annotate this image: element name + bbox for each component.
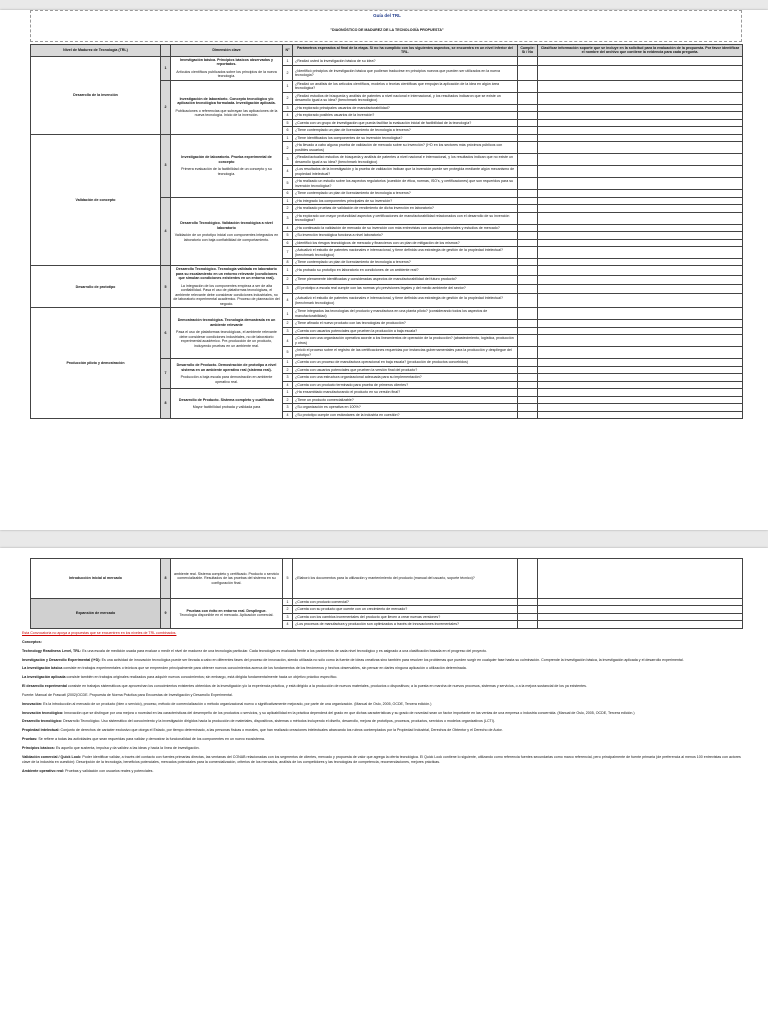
met-cell: [518, 154, 538, 166]
item-question: ¿Los procesos de manufactura y producción son optimizados a través de innovaciones incrementales?: [293, 621, 518, 628]
item-number: 3: [283, 404, 293, 411]
concept-paragraph: [22, 649, 746, 654]
item-question: ¿Cuenta con usuarios potenciales que prueben la versión final del producto?: [293, 366, 518, 373]
dimension-cell: [171, 599, 283, 629]
item-number: 1: [283, 56, 293, 65]
item-number: 5: [283, 232, 293, 239]
concept-term: El desarrollo experimental: [22, 684, 67, 689]
notice-text: Esta Convocatoria no apoya a propuestas que se encuentren en los niveles de TRL combinados.: [22, 631, 177, 635]
item-question: ¿Tiene identificados los componentes de su invención tecnológica?: [293, 134, 518, 141]
item-number: 1: [283, 266, 293, 275]
evidence-cell: [538, 258, 743, 265]
trl-number: 2: [161, 80, 171, 134]
trl-number: 8: [161, 559, 171, 599]
concept-text: consiste en trabajos experimentales o teóricos que se emprenden principalmente para obtener nuevos conocimientos acerca de los fundamentos de los fenómenos y hechos observables, sin pensar en darles ninguna aplicación o utilización determinada.: [63, 666, 467, 671]
dimension-text: La integración de los componentes empieza a ser de alta confiabilidad. Pasa el uso de plataformas tecnológicas, el ambiente relevante debe considerar condiciones industriales, no de laboratorio experimental académico. Proceso de planeación del negocio.: [173, 283, 280, 306]
met-cell: [518, 347, 538, 359]
concept-paragraph: [22, 666, 746, 671]
evidence-cell: [538, 190, 743, 197]
dimension-cell: [171, 134, 283, 197]
concept-paragraph: [22, 684, 746, 689]
evidence-cell: [538, 374, 743, 381]
met-cell: [518, 389, 538, 396]
item-number: 6: [283, 239, 293, 246]
concept-text: Desarrollo Tecnológico. Uso sistemático del conocimiento y la investigación dirigidos hacia la producción de materiales, dispositivos, sistemas o métodos incluyendo el diseño, desarrollo, mejora de prototipos, procesos, productos, servicios o modelos organizativos (LCTI).: [63, 719, 495, 724]
evidence-cell: [538, 381, 743, 388]
item-number: 6: [283, 190, 293, 197]
col-met: Cumple: Sí / No: [518, 45, 538, 57]
concept-text: Es una escala de medición usada para evaluar o medir el nivel de madurez de una tecnología particular. Cada tecnología es evaluada frente a los parámetros de cada nivel tecnológico y es asignado a una clasificación basada en el progreso del proyecto.: [82, 648, 487, 653]
dimension-text: Primera evaluación de la factibilidad de un concepto y su tecnología.: [181, 167, 272, 176]
item-question: ¿Tiene integrados las tecnologías del producto y manufactura en una planta piloto? (considerando todos los aspectos de manufacturabilidad): [293, 308, 518, 320]
item-question: ¿Cuenta con una organización operativa acorde a los lineamientos de operación de la producción? (abastecimiento, logística, producción y otros): [293, 335, 518, 347]
evidence-cell: [538, 92, 743, 104]
stage-cell: Desarrollo de prototipo: [31, 266, 161, 308]
trl-number: 7: [161, 359, 171, 389]
dimension-title: Desarrollo Tecnológico. Validación tecnológica a nivel laboratorio: [180, 221, 273, 230]
dimension-cell: [171, 308, 283, 359]
evidence-cell: [538, 56, 743, 65]
concept-text: Se refiere a todas las actividades que sean requeridas para validar y demostrar la funcionalidad de los componentes en un nuevo ecosistema.: [38, 737, 265, 742]
met-cell: [518, 320, 538, 327]
evidence-cell: [538, 127, 743, 134]
evidence-cell: [538, 134, 743, 141]
item-number: 4: [283, 335, 293, 347]
met-cell: [518, 104, 538, 111]
table-header-row: [31, 45, 743, 57]
document-page-2: [0, 548, 768, 1024]
dimension-cell: [171, 389, 283, 419]
item-number: 2: [283, 275, 293, 284]
evidence-cell: [538, 320, 743, 327]
item-number: 5: [283, 178, 293, 190]
table-row: [31, 134, 743, 141]
evidence-cell: [538, 166, 743, 178]
dimension-cell: [171, 197, 283, 266]
evidence-cell: [538, 142, 743, 154]
item-question: ¿Su organización es operativa en 100%?: [293, 404, 518, 411]
item-question: ¿Elaboró los documentos para la utilización y mantenimiento del producto (manual del usuario, soporte técnico)?: [293, 559, 518, 599]
table-row: [31, 599, 743, 606]
item-question: ¿Ha ensamblado manufacturando el producto en su versión final?: [293, 389, 518, 396]
item-number: 3: [283, 613, 293, 620]
item-question: ¿Realizó/actualizó estudios de búsqueda y análisis de patentes a nivel nacional e internacional, y los resultados indican que no existe un desarrollo igual a su idea? (benchmark tecnológico): [293, 154, 518, 166]
concepts-title: Conceptos:: [22, 639, 42, 644]
item-number: 3: [283, 374, 293, 381]
met-cell: [518, 247, 538, 259]
item-question: ¿Realizó usted la investigación básica de su idea?: [293, 56, 518, 65]
concept-term: Ambiente operativo real:: [22, 768, 65, 773]
dimension-cell: [171, 266, 283, 308]
item-number: 6: [283, 127, 293, 134]
stage-cell: Introducción inicial al mercado: [31, 559, 161, 599]
concept-text: Conjunto de derechos de carácter exclusivo que otorga el Estado, por tiempo determinado, a las personas físicas o morales, que han realizado creaciones intelectuales abarcando los rubros contemplados por la Propiedad Industrial, Derechos de Obtentor y el Derecho de Autor.: [60, 728, 503, 733]
evidence-cell: [538, 80, 743, 92]
concept-term: Pruebas:: [22, 737, 38, 742]
dimension-title: Pruebas con éxito en entorno real. Despliegue.: [186, 608, 267, 613]
evidence-cell: [538, 396, 743, 403]
concept-text: Poder identificar validar, a través del contacto con fuentes primarias directas, las ventanas del CONAB relacionadas con los segmentos de clientes, mercado y propuesta de valor que agrega la oferta tecnológica. El Quick Look contiene lo siguiente, utilizando como referencia fuentes secundarias como marco referencial, pero principalmente de fuente primaria (de preferencia al menos 100 entrevistas con actores clave de la industria en cuestión): Descripción de la tecnología, beneficios potenciales, mercados potenciales para la comercialización, criterios de los mercados, análisis de los competidores y las tecnologías de competencia, recomendaciones, mejores prácticas.: [22, 754, 741, 764]
evidence-cell: [538, 284, 743, 293]
item-question: ¿Ha realizado pruebas de validación de rendimiento de dicha invención en laboratorio?: [293, 205, 518, 212]
concept-text: consiste en trabajos sistemáticos que aprovechan los conocimientos existentes obtenidos de la investigación y/o la experiencia práctica, y está dirigido a la producción de nuevos materiales, productos o dispositivos; a la puesta en marcha de nuevos procesos, sistemas y servicios, o a la mejora sustancial de los ya existentes.: [67, 684, 587, 689]
item-question: ¿Actualizó el estudio de patentes nacionales e internacional, y tiene definida una estrategia de gestión de la propiedad intelectual? (benchmark tecnológico): [293, 247, 518, 259]
concept-text: Fuente: Manual de Frascati (2002)OCDE. Propuesta de Norma Práctica para Encuestas de Investigación y Desarrollo Experimental.: [22, 692, 233, 697]
col-params: Parámetros esperados al final de la etapa. Si no ha cumplido con los siguientes aspectos, se encuentra en un nivel inferior del TRL.: [293, 45, 518, 57]
concept-term: Propiedad intelectual:: [22, 728, 60, 733]
item-number: 2: [283, 142, 293, 154]
met-cell: [518, 80, 538, 92]
trl-number: 3: [161, 134, 171, 197]
item-question: ¿Actualizó el estudio de patentes nacionales e internacional, y tiene definida una estrategia de gestión de la propiedad intelectual? (benchmark tecnológico): [293, 293, 518, 308]
concept-paragraph: [22, 769, 746, 774]
item-number: 4: [283, 166, 293, 178]
met-cell: [518, 212, 538, 224]
item-question: ¿Tiene contemplado un plan de licenciamiento de tecnología a terceros?: [293, 127, 518, 134]
item-number: 1: [283, 80, 293, 92]
table-row: [31, 56, 743, 65]
header-block: [30, 10, 742, 42]
item-number: 1: [283, 389, 293, 396]
dimension-text: Publicaciones o referencias que subrayan las aplicaciones de la nueva tecnología. Inicio de la invención.: [175, 108, 278, 118]
met-cell: [518, 381, 538, 388]
evidence-cell: [538, 293, 743, 308]
concept-text: Es la introducción al mercado de un producto (bien o servicio), proceso, método de comercialización o método organizacional nuevo o significativamente mejorado, por parte de una organización. (Manual de Oslo, 2005, OCDE, Tercera edición.): [43, 701, 432, 706]
item-question: ¿Cuenta con producto comercial?: [293, 599, 518, 606]
evidence-cell: [538, 212, 743, 224]
evidence-cell: [538, 411, 743, 418]
dimension-cell: [171, 559, 283, 599]
trl-number: 1: [161, 56, 171, 80]
evidence-cell: [538, 366, 743, 373]
dimension-title: Desarrollo Tecnológico. Tecnología validada en laboratorio para su escalamiento en un entorno relevante (condiciones que simulan condiciones existentes en un entorno real).: [175, 267, 278, 281]
item-number: 3: [283, 212, 293, 224]
table-row: [31, 266, 743, 275]
dimension-text: Mayor factibilidad probada y validada para: [192, 405, 261, 410]
item-question: ¿Realizó estudios de búsqueda y análisis de patentes a nivel nacional e internacional, y los resultados indicaron que se existe un desarrollo igual a su idea? (benchmark tecnológico): [293, 92, 518, 104]
trl-number: 5: [161, 266, 171, 308]
item-number: 1: [283, 359, 293, 366]
met-cell: [518, 127, 538, 134]
col-level: Nivel de Madurez de Tecnología (TRL): [31, 45, 161, 57]
item-number: 5: [283, 559, 293, 599]
met-cell: [518, 239, 538, 246]
concept-term: Innovación tecnológica:: [22, 710, 64, 715]
concept-term: Innovación:: [22, 701, 43, 706]
met-cell: [518, 205, 538, 212]
item-question: ¿Su prototipo cumple con estándares de la industria en cuestión?: [293, 411, 518, 418]
evidence-cell: [538, 359, 743, 366]
dimension-title: Investigación básica. Principios básicos observados y reportados.: [179, 57, 274, 67]
concept-paragraph: [22, 728, 746, 733]
trl-number: 4: [161, 197, 171, 266]
item-question: ¿Ha explorado con mayor profundidad aspectos y certificaciones de manufacturabilidad relacionados con el desarrollo de su invención tecnológica?: [293, 212, 518, 224]
evidence-cell: [538, 606, 743, 613]
item-question: ¿Ha explorado posibles usuarios de la invención?: [293, 112, 518, 119]
item-question: ¿Realizó un análisis de los artículos científicos, modelos o teorías científicas que empujan la aplicación de la idea en algún área tecnológica?: [293, 80, 518, 92]
dimension-cell: [171, 56, 283, 80]
dimension-text: Pasa el uso de plataformas tecnológicas, el ambiente relevante debe considerar condiciones industriales, no de laboratorio experimental académico. Pre-producción de un producto, incluyendo pruebas en un ambiente real.: [176, 330, 277, 348]
evidence-cell: [538, 621, 743, 628]
evidence-cell: [538, 613, 743, 620]
notes-section: [22, 631, 746, 777]
stage-cell: Producción piloto y demostración: [31, 308, 161, 419]
trl-number: 9: [161, 599, 171, 629]
evidence-cell: [538, 112, 743, 119]
evidence-cell: [538, 178, 743, 190]
concept-paragraph: [22, 693, 746, 698]
concept-paragraph: [22, 658, 746, 663]
met-cell: [518, 275, 538, 284]
evidence-cell: [538, 308, 743, 320]
item-number: 1: [283, 599, 293, 606]
item-number: 8: [283, 258, 293, 265]
item-question: ¿Identificó principios de investigación básica que pudieran traducirse en principios nuevos que pueden ser utilizados en la nueva tecnología?: [293, 66, 518, 81]
met-cell: [518, 411, 538, 418]
met-cell: [518, 166, 538, 178]
met-cell: [518, 396, 538, 403]
item-number: 2: [283, 366, 293, 373]
trl-number: 8: [161, 389, 171, 419]
item-question: ¿Cuenta con un grupo de investigación que pueda facilitar la evaluación inicial de factibilidad de la tecnología?: [293, 119, 518, 126]
evidence-cell: [538, 404, 743, 411]
table-row: [31, 308, 743, 320]
dimension-title: Desarrollo de Producto. Demostración de prototipo a nivel sistema en un ambiente operativo real (sistema real).: [176, 363, 277, 372]
col-n: N°: [283, 45, 293, 57]
concepts-list: [22, 649, 746, 774]
dimension-text: Validación de un prototipo inicial con componentes integrados en laboratorio con baja confiabilidad de comportamiento.: [174, 233, 279, 242]
concept-term: Desarrollo tecnológico:: [22, 719, 63, 724]
trl-table: [30, 44, 743, 419]
dimension-text: ambiente real. Sistema completo y certificado. Producto o servicio comercializable. Resultados de las pruebas del sistema en su configuración final.: [173, 571, 280, 585]
concept-term: Principios básicos:: [22, 745, 55, 750]
trl-table-continued-body: [31, 559, 743, 629]
dimension-text: Artículos científicos publicados sobre los principios de la nueva tecnología.: [176, 69, 277, 79]
concept-paragraph: [22, 755, 746, 765]
item-number: 2: [283, 396, 293, 403]
trl-table-continued: [30, 558, 743, 629]
item-number: 2: [283, 320, 293, 327]
trl-table-body: [31, 56, 743, 418]
item-number: 5: [283, 119, 293, 126]
evidence-cell: [538, 247, 743, 259]
item-number: 3: [283, 154, 293, 166]
item-question: ¿Ha integrado los componentes principales de su invención?: [293, 197, 518, 204]
item-question: ¿Tiene afinado el nuevo producto con las tecnologías de producción?: [293, 320, 518, 327]
met-cell: [518, 112, 538, 119]
stage-cell: Desarrollo de la invención: [31, 56, 161, 134]
dimension-title: Investigación de laboratorio. Prueba experimental de concepto: [181, 155, 272, 164]
evidence-cell: [538, 239, 743, 246]
item-question: ¿Tiene contemplado un plan de licenciamiento de tecnología a terceros?: [293, 258, 518, 265]
item-number: 4: [283, 224, 293, 231]
evidence-cell: [538, 389, 743, 396]
concept-term: Investigación y Desarrollo Experimental (I+D):: [22, 657, 101, 662]
item-question: ¿Tiene un producto comercializable?: [293, 396, 518, 403]
concept-paragraph: [22, 702, 746, 707]
item-number: 1: [283, 197, 293, 204]
item-number: 2: [283, 92, 293, 104]
evidence-cell: [538, 197, 743, 204]
met-cell: [518, 559, 538, 599]
met-cell: [518, 599, 538, 606]
met-cell: [518, 284, 538, 293]
evidence-cell: [538, 335, 743, 347]
trl-number: 6: [161, 308, 171, 359]
dimension-title: Demostración tecnológica. Tecnología demostrada en un ambiente relevante: [177, 318, 276, 327]
item-question: ¿Cuenta con los cambios incrementales del producto que lleven a crear nuevas versiones?: [293, 613, 518, 620]
met-cell: [518, 359, 538, 366]
met-cell: [518, 293, 538, 308]
item-number: 1: [283, 134, 293, 141]
evidence-cell: [538, 224, 743, 231]
evidence-cell: [538, 66, 743, 81]
met-cell: [518, 374, 538, 381]
met-cell: [518, 266, 538, 275]
concept-text: consiste también en trabajos originales realizados para adquirir nuevos conocimientos; sin embargo, está dirigida fundamentalmente hacia un objetivo práctico específico.: [66, 675, 338, 680]
dimension-cell: [171, 80, 283, 134]
evidence-cell: [538, 232, 743, 239]
item-number: 4: [283, 381, 293, 388]
item-number: 4: [283, 112, 293, 119]
item-question: ¿Cuenta con usuarios potenciales que prueben la producción a baja escala?: [293, 327, 518, 334]
concept-text: Es una actividad de innovación tecnológica puede ser llevada a cabo en diferentes fases del proceso de innovación, siendo utilizada no sólo como la fuente de ideas creativas sino también para resolver los problemas que pueden surgir en cualquier fase hasta su culminación. Comprende la investigación básica, la investigación aplicada y el desarrollo experimental.: [101, 657, 684, 662]
concept-text: Pruebas y validación con usuarios reales y potenciales.: [65, 768, 154, 773]
item-number: 2: [283, 66, 293, 81]
item-question: ¿Cuenta con un producto terminado para prueba de primeros clientes?: [293, 381, 518, 388]
item-question: ¿Cuenta con una estructura organizacional adecuada para su implementación?: [293, 374, 518, 381]
item-question: ¿Su invención tecnológica funciona a nivel laboratorio?: [293, 232, 518, 239]
met-cell: [518, 134, 538, 141]
item-question: ¿Tiene plenamente identificadas y consideradas aspectos de manufacturabilidad del futuro producto?: [293, 275, 518, 284]
item-question: ¿Ha realizado un estudio sobre los aspectos regulatorios (cuestión de ética, normas, ISO's, y certificaciones) que son requeridos para su invención tecnológica?: [293, 178, 518, 190]
item-number: 7: [283, 247, 293, 259]
document-page-1: [0, 10, 768, 530]
concept-text: Innovación que se distingue por una mejora o novedad en las características del desempeño de los productos o servicios, y su aplicabilidad en la práctica dependerá del grado en que dichas características y su grado de novedad sean un factor importante en las ventas de una empresa o industria concernida. (Manual de Oslo, 2005, OCDE, Tercera edición.): [64, 710, 635, 715]
met-cell: [518, 66, 538, 81]
met-cell: [518, 621, 538, 628]
item-number: 4: [283, 293, 293, 308]
item-number: 3: [283, 327, 293, 334]
evidence-cell: [538, 154, 743, 166]
met-cell: [518, 613, 538, 620]
dimension-title: Investigación de laboratorio. Concepto tecnológico y/o aplicación tecnológica formulada. Investigación aplicada.: [177, 96, 276, 106]
item-question: ¿El prototipo a escala real cumple con las normas y/o previsiones legales y del medio ambiente del sector?: [293, 284, 518, 293]
met-cell: [518, 258, 538, 265]
met-cell: [518, 404, 538, 411]
met-cell: [518, 190, 538, 197]
item-question: ¿Tiene contemplado un plan de licenciamiento de tecnología a terceros?: [293, 190, 518, 197]
item-question: ¿Los resultados de la investigación y la prueba de validación indican que la invención puede ser protegida mediante algún mecanismo de propiedad intelectual?: [293, 166, 518, 178]
concept-term: La investigación básica: [22, 666, 63, 671]
met-cell: [518, 178, 538, 190]
evidence-cell: [538, 119, 743, 126]
evidence-cell: [538, 205, 743, 212]
item-question: ¿Identificó los riesgos tecnológicos de mercado y financieros con un plan de mitigación de los mismos?: [293, 239, 518, 246]
evidence-cell: [538, 599, 743, 606]
col-blank: [161, 45, 171, 57]
concept-paragraph: [22, 711, 746, 716]
item-question: ¿Cuenta con un proceso de manufactura operacional en baja escala? (producción de productos concebidos): [293, 359, 518, 366]
item-question: ¿Inició el proceso sobre el registro de las certificaciones requeridas por instancias gubernamentales para la producción y despliegue del prototipo?: [293, 347, 518, 359]
evidence-cell: [538, 327, 743, 334]
met-cell: [518, 232, 538, 239]
dimension-text: Producción a baja escala para demostración en ambiente operativo real.: [180, 375, 273, 384]
evidence-cell: [538, 104, 743, 111]
item-question: ¿Ha llevado a cabo alguna prueba de validación de mercado sobre su invención? (I+D en los sectores más próximos públicos con posibles usuarios): [293, 142, 518, 154]
item-number: 2: [283, 205, 293, 212]
concept-term: Technology Readiness Level, TRL:: [22, 648, 82, 653]
evidence-cell: [538, 266, 743, 275]
concept-text: Es aquello que sustenta, impulsa y da validez a las ideas y hacia la línea de investigación.: [55, 745, 200, 750]
dimension-text: Tecnología disponible en el mercado. Aplicación comercial.: [179, 613, 274, 618]
document-subtitle: "DIAGNÓSTICO DE MADUREZ DE LA TECNOLOGÍA PROPUESTA": [330, 28, 444, 32]
met-cell: [518, 197, 538, 204]
met-cell: [518, 335, 538, 347]
met-cell: [518, 56, 538, 65]
met-cell: [518, 224, 538, 231]
concept-paragraph: [22, 737, 746, 742]
item-number: 3: [283, 284, 293, 293]
met-cell: [518, 366, 538, 373]
stage-cell: Validación de concepto: [31, 134, 161, 266]
concept-term: La investigación aplicada: [22, 675, 66, 680]
table-row: [31, 559, 743, 599]
item-number: 2: [283, 606, 293, 613]
item-number: 1: [283, 308, 293, 320]
concept-paragraph: [22, 675, 746, 680]
concept-term: Validación comercial / Quick Look:: [22, 754, 82, 759]
met-cell: [518, 327, 538, 334]
concept-paragraph: [22, 719, 746, 724]
met-cell: [518, 92, 538, 104]
item-number: 5: [283, 347, 293, 359]
item-number: 3: [283, 104, 293, 111]
met-cell: [518, 119, 538, 126]
concept-paragraph: [22, 746, 746, 751]
col-dimension: Dimensión clave: [171, 45, 283, 57]
document-title: Guía del TRL: [373, 13, 401, 18]
met-cell: [518, 308, 538, 320]
met-cell: [518, 606, 538, 613]
item-question: ¿Ha continuado la validación de mercado de su invención con más entrevistas con usuarios potenciales y estudios de mercado?: [293, 224, 518, 231]
evidence-cell: [538, 559, 743, 599]
met-cell: [518, 142, 538, 154]
item-question: ¿Cuenta con su producto que cuente con un crecimiento de mercado?: [293, 606, 518, 613]
stage-cell: Expansión de mercado: [31, 599, 161, 629]
dimension-cell: [171, 359, 283, 389]
evidence-cell: [538, 275, 743, 284]
dimension-title: Desarrollo de Producto. Sistema completo y cualificado: [178, 397, 275, 402]
item-question: ¿Ha probado su prototipo en laboratorio en condiciones de un ambiente real?: [293, 266, 518, 275]
item-question: ¿Ha explorado principales usuarios de manufacturabilidad?: [293, 104, 518, 111]
evidence-cell: [538, 347, 743, 359]
item-number: 4: [283, 621, 293, 628]
item-number: 4: [283, 411, 293, 418]
col-evidence: Clasificar información soporte que se incluye en la solicitud para la evaluación de la propuesta. Por favor identificar el nombre del archivo que contiene la evidencia para cada pregunta.: [538, 45, 743, 57]
